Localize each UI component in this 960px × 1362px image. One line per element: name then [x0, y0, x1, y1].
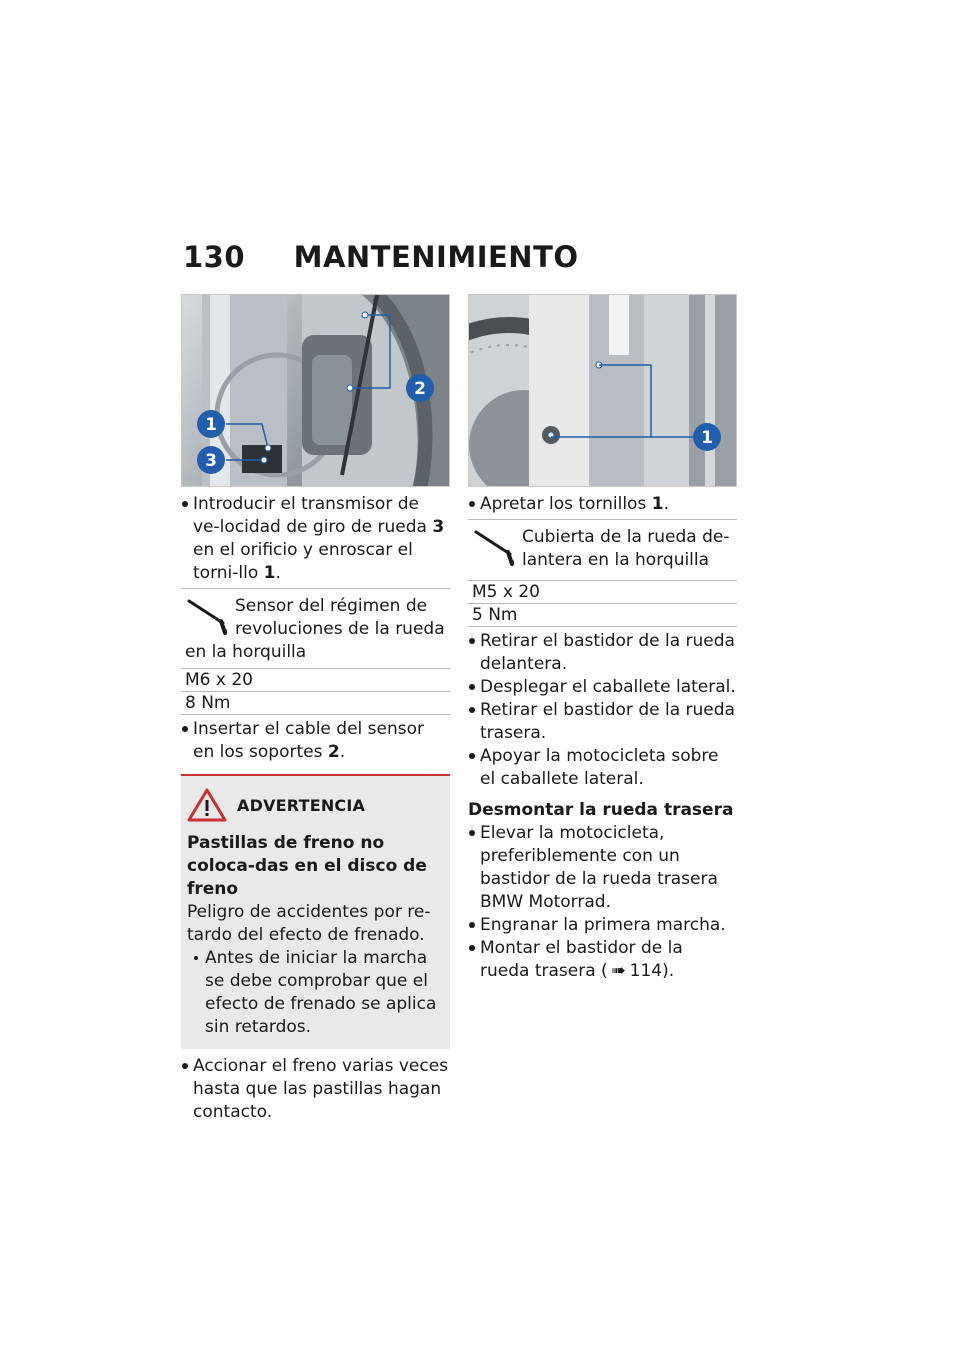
callout-1: [197, 410, 225, 438]
right-column: [468, 294, 737, 983]
page-reference-arrow-icon: ➠: [611, 961, 626, 981]
torque-value: 8 Nm: [181, 691, 450, 714]
page-number: 130: [183, 240, 246, 274]
step-actuate-brake: Accionar el freno varias veces hasta que las pastillas hagan contacto.: [181, 1055, 450, 1124]
svg-text:3: 3: [205, 451, 217, 471]
torque-size: M5 x 20: [468, 580, 737, 603]
torque-title: Cubierta de la rueda de-lantera en la horquilla: [522, 527, 730, 570]
step-remove-front-stand: Retirar el bastidor de la rueda delantera.: [468, 630, 737, 676]
svg-text:1: 1: [205, 415, 217, 435]
left-column: [181, 294, 450, 1124]
torque-title: Sensor del régimen de revoluciones de la rueda en la horquilla: [185, 596, 445, 662]
torque-table-sensor: [181, 588, 450, 715]
callout-1-right: [693, 423, 721, 451]
fork-cover-photo: [468, 294, 737, 487]
step-engage-first-gear: Engranar la primera marcha.: [468, 914, 737, 937]
section-title: Desmontar la rueda trasera: [468, 800, 734, 820]
page-header: [183, 240, 579, 274]
warning-box: [181, 774, 450, 1049]
warning-bullet: Antes de iniciar la marcha se debe comprobar que el efecto de frenado se aplica sin retardos.: [187, 947, 444, 1039]
callout-2: [406, 374, 434, 402]
warning-body: Peligro de accidentes por re-tardo del efecto de frenado.: [187, 902, 431, 945]
step-remove-rear-stand: Retirar el bastidor de la rueda trasera.: [468, 699, 737, 745]
svg-text:1: 1: [701, 428, 713, 448]
warning-label: ADVERTENCIA: [237, 795, 366, 815]
page-title: MANTENIMIENTO: [293, 240, 579, 274]
step-deploy-sidestand: Desplegar el caballete lateral.: [468, 676, 737, 699]
step-raise-motorcycle: Elevar la motocicleta, preferiblemente con un bastidor de la rueda trasera BMW Motorrad.: [468, 822, 737, 914]
brake-caliper-photo: [181, 294, 450, 487]
torque-table-cover: [468, 519, 737, 627]
torque-size: M6 x 20: [181, 668, 450, 691]
callout-3: [197, 446, 225, 474]
warning-triangle-icon: [187, 788, 227, 822]
step-insert-cable: Insertar el cable del sensor en los soportes 2.: [181, 718, 450, 764]
step-insert-sensor: Introducir el transmisor de ve-locidad de giro de rueda 3 en el orificio y enroscar el torni-llo 1.: [181, 493, 450, 585]
torque-wrench-icon: [185, 595, 231, 635]
warning-subtitle: Pastillas de freno no coloca-das en el disco de freno: [187, 833, 427, 899]
svg-text:2: 2: [414, 379, 426, 399]
step-rest-on-sidestand: Apoyar la motocicleta sobre el caballete lateral.: [468, 745, 737, 791]
step-mount-rear-stand: Montar el bastidor de la rueda trasera ( ➠ 114).: [468, 937, 737, 983]
torque-wrench-icon: [472, 526, 518, 566]
page-reference[interactable]: 114: [629, 961, 663, 981]
step-tighten-screws: Apretar los tornillos 1.: [468, 493, 737, 516]
torque-value: 5 Nm: [468, 603, 737, 626]
